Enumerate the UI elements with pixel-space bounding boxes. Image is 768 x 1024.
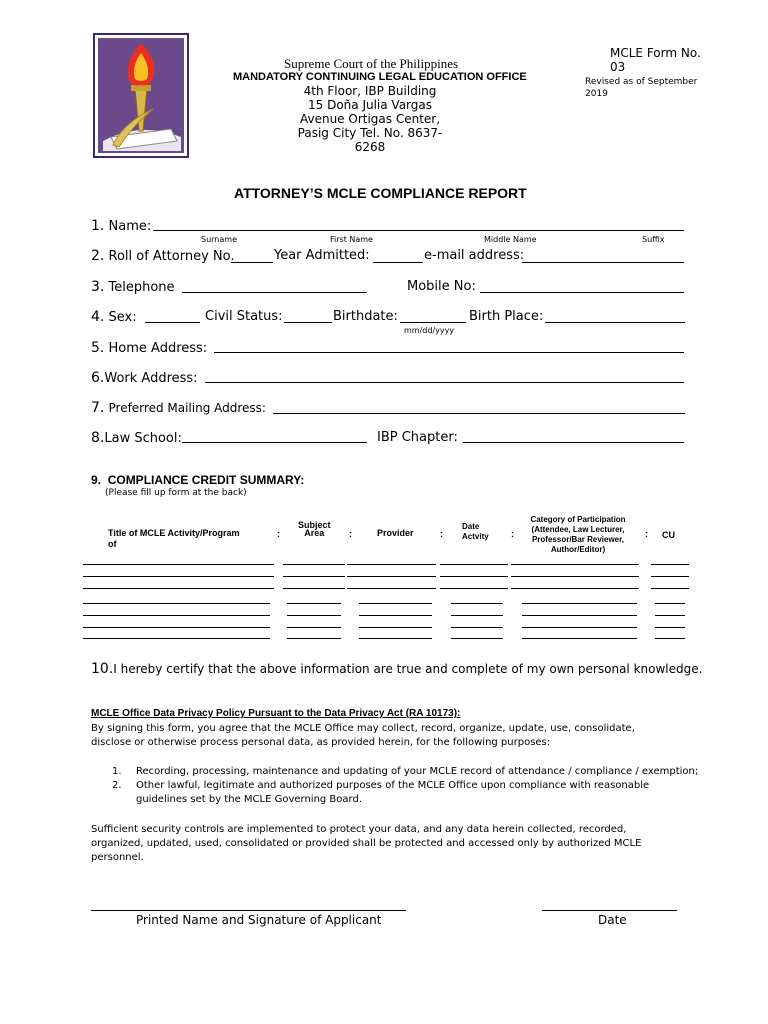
field-8-law-school-label <box>91 430 182 446</box>
address-line: 6268 <box>354 140 386 154</box>
row-category-line[interactable] <box>522 615 637 616</box>
row-cu-line[interactable] <box>651 576 689 577</box>
col-header-title-line: Title of MCLE Activity/Program <box>108 528 240 538</box>
col-header-date-line: Actvity <box>462 532 489 541</box>
birth-place-label: Birth Place: <box>469 309 544 324</box>
work-address-label: Work Address: <box>104 371 198 386</box>
address-line: Pasig City Tel. No. 8637- <box>297 126 443 140</box>
row-provider-line[interactable] <box>359 627 432 628</box>
page-title: ATTORNEY’S MCLE COMPLIANCE REPORT <box>234 185 527 201</box>
col-header-category <box>522 515 634 555</box>
mcle-logo <box>93 33 189 158</box>
row-title-line[interactable] <box>83 638 270 639</box>
birthdate-input[interactable] <box>400 322 466 323</box>
office-address <box>240 84 500 154</box>
privacy-item-number: 2. <box>112 780 122 791</box>
col-header-title <box>108 528 240 550</box>
field-number: 2. <box>91 248 105 264</box>
col-separator: : <box>645 529 648 539</box>
row-title-line[interactable] <box>83 627 270 628</box>
row-cu-line[interactable] <box>651 588 689 589</box>
privacy-intro <box>91 722 635 750</box>
date-format-hint: mm/dd/yyyy <box>404 326 455 335</box>
row-title-line[interactable] <box>83 615 270 616</box>
privacy-item-line: Other lawful, legitimate and authorized purposes of the MCLE Office upon compliance with reasonable <box>136 780 650 791</box>
first-name-sublabel: First Name <box>330 235 373 244</box>
col-separator: : <box>277 529 280 539</box>
row-title-line[interactable] <box>83 588 274 589</box>
row-title-line[interactable] <box>83 576 274 577</box>
col-header-subject-line: Area <box>304 528 325 538</box>
field-7-mailing-address-label <box>91 400 266 416</box>
row-subject-line[interactable] <box>287 627 341 628</box>
row-category-line[interactable] <box>511 576 639 577</box>
row-subject-line[interactable] <box>287 615 341 616</box>
name-input[interactable] <box>153 230 684 231</box>
privacy-intro-line: By signing this form, you agree that the MCLE Office may collect, record, organize, update, use, consolidate, <box>91 723 635 734</box>
field-number: 7. <box>91 400 105 416</box>
certification-statement <box>91 661 702 677</box>
home-address-input[interactable] <box>214 352 684 353</box>
row-category-line[interactable] <box>522 603 637 604</box>
field-number: 10. <box>91 661 114 677</box>
row-date-line[interactable] <box>451 627 503 628</box>
col-header-subject-line: Subject <box>298 520 331 530</box>
birthdate-label: Birthdate: <box>333 309 398 324</box>
sex-input[interactable] <box>145 322 200 323</box>
field-4-sex-label <box>91 309 137 325</box>
mailing-address-input[interactable] <box>273 413 685 414</box>
privacy-item-line: guidelines set by the MCLE Governing Board. <box>136 794 362 805</box>
law-school-input[interactable] <box>182 442 367 443</box>
row-date-line[interactable] <box>451 615 503 616</box>
revised-line: Revised as of September <box>585 77 698 87</box>
col-header-title-line: of <box>108 539 117 549</box>
row-category-line[interactable] <box>511 588 639 589</box>
col-separator: : <box>511 529 514 539</box>
field-number: 4. <box>91 309 105 325</box>
middle-name-sublabel: Middle Name <box>484 235 537 244</box>
privacy-item-number: 1. <box>112 766 122 777</box>
row-cu-line[interactable] <box>655 638 685 639</box>
telephone-input[interactable] <box>182 292 367 293</box>
privacy-item-1 <box>112 765 698 779</box>
date-line[interactable] <box>542 910 677 911</box>
col-header-date <box>462 522 489 542</box>
office-name: MANDATORY CONTINUING LEGAL EDUCATION OFFICE <box>233 71 527 83</box>
field-3-telephone-label <box>91 279 175 295</box>
row-cu-line[interactable] <box>651 564 689 565</box>
row-category-line[interactable] <box>511 564 639 565</box>
revised-line: 2019 <box>585 89 608 99</box>
col-separator: : <box>440 529 443 539</box>
signature-line[interactable] <box>91 910 406 911</box>
field-number: 3. <box>91 279 105 295</box>
row-provider-line[interactable] <box>347 576 436 577</box>
row-provider-line[interactable] <box>359 615 432 616</box>
form-number <box>610 46 701 74</box>
work-address-input[interactable] <box>205 382 684 383</box>
civil-status-input[interactable] <box>284 322 332 323</box>
row-category-line[interactable] <box>522 638 637 639</box>
civil-status-label: Civil Status: <box>205 309 283 324</box>
surname-sublabel: Surname <box>201 235 237 244</box>
row-date-line[interactable] <box>440 576 508 577</box>
roll-label: Roll of Attorney No. <box>108 249 235 264</box>
year-admitted-input[interactable] <box>373 262 423 263</box>
roll-input[interactable] <box>231 262 273 263</box>
ibp-chapter-label: IBP Chapter: <box>377 430 458 445</box>
row-subject-line[interactable] <box>283 576 345 577</box>
email-label: e-mail address: <box>424 248 525 263</box>
privacy-security <box>91 823 641 865</box>
summary-title: COMPLIANCE CREDIT SUMMARY: <box>107 473 305 487</box>
home-address-label: Home Address: <box>108 341 208 356</box>
form-number-line: MCLE Form No. <box>610 46 701 60</box>
field-number: 5. <box>91 340 105 356</box>
field-number: 6. <box>91 370 105 386</box>
row-cu-line[interactable] <box>655 627 685 628</box>
field-number: 1. <box>91 218 105 234</box>
field-2-roll-label <box>91 248 235 264</box>
field-number: 8. <box>91 430 105 446</box>
birth-place-input[interactable] <box>545 322 685 323</box>
field-number: 9. <box>91 473 102 487</box>
col-header-category-line: (Attendee, Law Lecturer, <box>531 525 625 534</box>
col-header-cu: CU <box>662 530 675 540</box>
summary-heading <box>91 473 304 487</box>
row-subject-line[interactable] <box>283 588 345 589</box>
address-line: 4th Floor, IBP Building <box>303 84 437 98</box>
col-header-subject <box>298 521 331 537</box>
signature-label: Printed Name and Signature of Applicant <box>136 913 382 927</box>
mailing-address-label: Preferred Mailing Address: <box>108 401 266 415</box>
suffix-sublabel: Suffix <box>642 235 665 244</box>
certification-text: I hereby certify that the above information are true and complete of my own personal knowledge. <box>113 662 703 676</box>
col-separator: : <box>349 529 352 539</box>
privacy-security-line: organized, updated, used, consolidated or provided shall be protected and accessed only by authorized MCLE <box>91 838 642 849</box>
field-5-home-address-label <box>91 340 207 356</box>
col-header-category-line: Professor/Bar Reviewer, <box>531 535 625 544</box>
date-label: Date <box>598 913 627 927</box>
name-label: Name: <box>108 219 152 234</box>
row-date-line[interactable] <box>451 603 503 604</box>
mobile-label: Mobile No: <box>407 279 476 294</box>
field-6-work-address-label <box>91 370 198 386</box>
row-provider-line[interactable] <box>347 564 436 565</box>
privacy-item-line: Recording, processing, maintenance and updating of your MCLE record of attendance / compliance / exemption; <box>136 766 699 777</box>
revised-date <box>585 76 697 100</box>
col-header-category-line: Author/Editor) <box>550 545 606 554</box>
row-subject-line[interactable] <box>283 564 345 565</box>
row-provider-line[interactable] <box>359 603 432 604</box>
telephone-label: Telephone <box>108 280 175 295</box>
ibp-chapter-input[interactable] <box>463 442 684 443</box>
col-header-category-line: Category of Participation <box>530 515 626 524</box>
row-date-line[interactable] <box>451 638 503 639</box>
email-input[interactable] <box>522 262 684 263</box>
address-line: 15 Doña Julia Vargas <box>308 98 432 112</box>
sex-label: Sex: <box>108 310 137 325</box>
row-cu-line[interactable] <box>655 615 685 616</box>
year-admitted-label: Year Admitted: <box>274 248 370 263</box>
row-date-line[interactable] <box>440 564 508 565</box>
field-1-label <box>91 218 151 234</box>
row-provider-line[interactable] <box>347 588 436 589</box>
row-title-line[interactable] <box>83 564 274 565</box>
privacy-intro-line: disclose or otherwise process personal data, as provided herein, for the following purposes: <box>91 737 551 748</box>
row-provider-line[interactable] <box>359 638 432 639</box>
row-category-line[interactable] <box>522 627 637 628</box>
privacy-heading: MCLE Office Data Privacy Policy Pursuant to the Data Privacy Act (RA 10173): <box>91 708 461 719</box>
form-number-line: 03 <box>610 60 626 74</box>
address-line: Avenue Ortigas Center, <box>299 112 441 126</box>
row-date-line[interactable] <box>440 588 508 589</box>
row-subject-line[interactable] <box>287 603 341 604</box>
mobile-input[interactable] <box>480 292 684 293</box>
law-school-label: Law School: <box>104 431 182 446</box>
privacy-security-line: personnel. <box>91 852 144 863</box>
col-header-provider: Provider <box>377 528 414 538</box>
summary-note: (Please fill up form at the back) <box>105 488 247 498</box>
row-title-line[interactable] <box>83 603 270 604</box>
court-name: Supreme Court of the Philippines <box>284 56 459 71</box>
col-header-date-line: Date <box>462 522 480 531</box>
privacy-security-line: Sufficient security controls are implemented to protect your data, and any data herein collected, recorded, <box>91 824 627 835</box>
privacy-item-2 <box>112 779 649 807</box>
torch-logo-icon <box>93 33 189 158</box>
row-subject-line[interactable] <box>287 638 341 639</box>
row-cu-line[interactable] <box>655 603 685 604</box>
